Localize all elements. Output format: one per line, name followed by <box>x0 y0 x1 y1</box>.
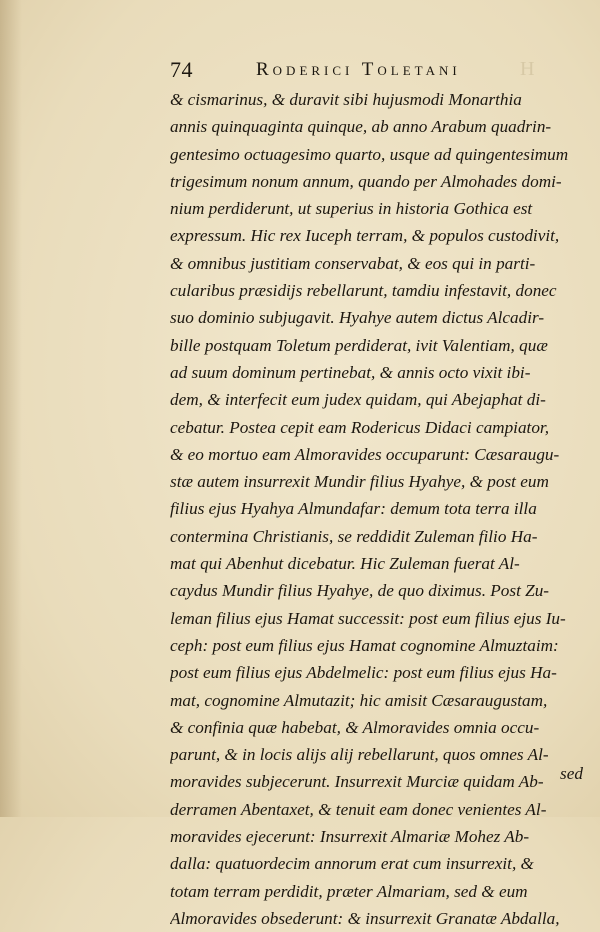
text-line: filius ejus Hyahya Almundafar: demum tota terra illa <box>170 499 537 519</box>
text-line: derramen Abentaxet, & tenuit eam donec venientes Al- <box>170 799 547 819</box>
text-line: ad suum dominum pertinebat, & annis octo vixit ibi- <box>170 362 531 382</box>
text-line: annis quinquaginta quinque, ab anno Arabum quadrin- <box>170 117 552 137</box>
gutter-shadow <box>0 0 22 817</box>
text-line: bille postquam Toletum perdiderat, ivit Valentiam, quæ <box>170 335 548 355</box>
text-line: & omnibus justitiam conservabat, & eos qui in parti- <box>170 253 536 273</box>
text-line: & confinia quæ habebat, & Almoravides omnia occu- <box>170 717 540 737</box>
text-line: cularibus præsidijs rebellarunt, tamdiu infestavit, donec <box>170 281 557 301</box>
page-number: 74 <box>170 57 193 82</box>
text-line: gentesimo octuagesimo quarto, usque ad quingentesimum <box>170 144 569 164</box>
text-line: moravides ejecerunt: Insurrexit Almariæ Mohez Ab- <box>170 827 530 847</box>
text-line: contermina Christianis, se reddidit Zuleman filio Ha- <box>170 526 538 546</box>
text-line: & eo mortuo eam Almoravides occuparunt: Cæsaraugu- <box>170 444 560 464</box>
text-line: totam terram perdidit, præter Almariam, sed & eum <box>170 881 528 901</box>
text-line: ceph: post eum filius ejus Hamat cognomine Almuztaim: <box>170 635 559 655</box>
text-line: dem, & interfecit eum judex quidam, qui Abejaphat di- <box>170 390 546 410</box>
text-line: post eum filius ejus Abdelmelic: post eum filius ejus Ha- <box>170 663 557 683</box>
body-text <box>170 86 580 932</box>
text-line: mat qui Abenhut dicebatur. Hic Zuleman fuerat Al- <box>170 554 520 574</box>
text-line: stæ autem insurrexit Mundir filius Hyahye, & post eum <box>170 472 549 492</box>
running-title: Roderici Toletani <box>256 59 461 80</box>
text-line: suo dominio subjugavit. Hyahye autem dictus Alcadir- <box>170 308 545 328</box>
text-line: Almoravides obsederunt: & insurrexit Granatæ Abdalla, <box>170 908 560 928</box>
text-line: moravides subjecerunt. Insurrexit Murciæ quidam Ab- <box>170 772 544 792</box>
text-line: mat, cognomine Almutazit; hic amisit Cæsaraugustam, <box>170 690 548 710</box>
text-line: cebatur. Postea cepit eam Rodericus Didaci campiator, <box>170 417 550 437</box>
text-line: trigesimum nonum annum, quando per Almohades domi- <box>170 171 562 191</box>
text-line: leman filius ejus Hamat successit: post eum filius ejus Iu- <box>170 608 566 628</box>
bleed-through-letter: H <box>520 58 537 80</box>
running-head <box>170 56 550 84</box>
text-line: parunt, & in locis alijs alij rebellarunt, quos omnes Al- <box>170 745 549 765</box>
text-line: dalla: quatuordecim annorum erat cum insurrexit, & <box>170 854 534 874</box>
text-line: & cismarinus, & duravit sibi hujusmodi Monarthia <box>170 90 522 109</box>
text-line: nium perdiderunt, ut superius in historia Gothica est <box>170 199 533 219</box>
text-line: caydus Mundir filius Hyahye, de quo diximus. Post Zu- <box>170 581 550 601</box>
text-line: expressum. Hic rex Iuceph terram, & populos custodivit, <box>170 226 560 246</box>
catchword: sed <box>560 764 583 783</box>
